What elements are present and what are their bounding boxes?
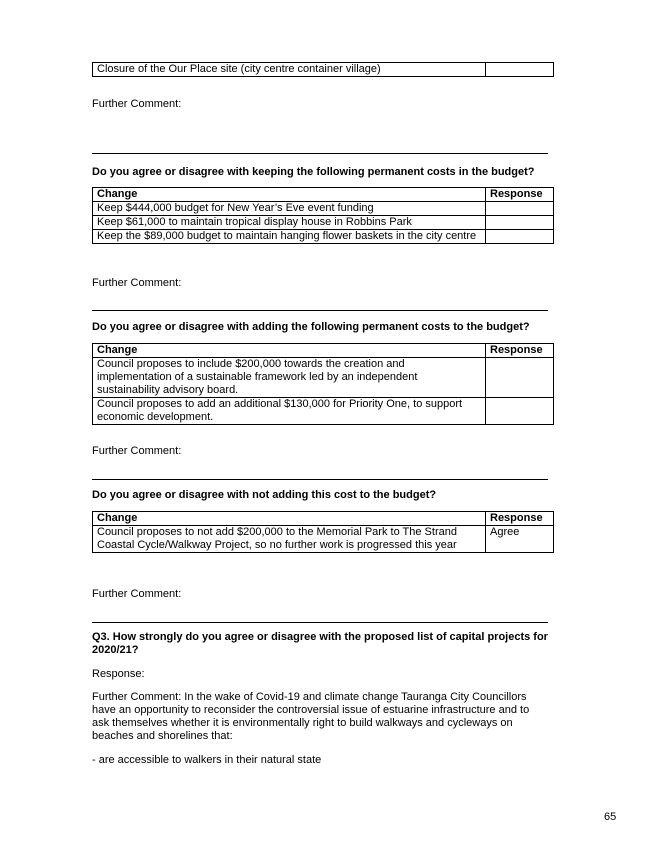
change-cell: Council proposes to add an additional $130,000 for Priority One, to support economic development. [93, 398, 486, 425]
table-row [93, 358, 554, 398]
table-row [93, 230, 554, 244]
response-cell[interactable] [486, 202, 554, 216]
response-header: Response [486, 344, 554, 358]
question-heading: Do you agree or disagree with not adding this cost to the budget? [92, 489, 437, 501]
further-comment-label: Further Comment: [92, 445, 182, 457]
change-cell: Council proposes to include $200,000 towards the creation and implementation of a sustainable framework led by an independent sustainability advisory board. [93, 358, 486, 398]
table-header-row [93, 344, 554, 358]
not-adding-cost-table [92, 511, 554, 553]
change-header: Change [93, 512, 486, 526]
response-header: Response [486, 512, 554, 526]
change-header: Change [93, 188, 486, 202]
comment-line[interactable] [92, 622, 548, 623]
further-comment-label: Further Comment: [92, 98, 182, 110]
response-cell[interactable] [486, 358, 554, 398]
table-header-row [93, 512, 554, 526]
further-comment-label: Further Comment: [92, 277, 182, 289]
q3-heading: Q3. How strongly do you agree or disagree with the proposed list of capital projects for 2020/21? [92, 631, 548, 656]
keep-costs-table [92, 187, 554, 244]
change-cell: Council proposes to not add $200,000 to the Memorial Park to The Strand Coastal Cycle/Walkway Project, so no further work is progressed this year [93, 526, 486, 553]
comment-line[interactable] [92, 310, 548, 311]
q3-bullet-item: - are accessible to walkers in their natural state [92, 754, 322, 766]
table-row [93, 398, 554, 425]
response-cell[interactable]: Agree [486, 526, 554, 553]
change-cell: Keep $61,000 to maintain tropical display house in Robbins Park [93, 216, 486, 230]
response-cell[interactable] [486, 230, 554, 244]
table-row [93, 216, 554, 230]
top-table [92, 62, 554, 77]
table-header-row [93, 188, 554, 202]
response-cell[interactable] [486, 216, 554, 230]
question-heading: Do you agree or disagree with adding the following permanent costs to the budget? [92, 321, 530, 333]
response-header: Response [486, 188, 554, 202]
q3-further-comment: Further Comment: In the wake of Covid-19 and climate change Tauranga City Councillors have an opportunity to reconsider the controversial issue of estuarine infrastructure and to ask themselves whether it is environmentally right to build walkways and cycleways on beaches and shorelines that: [92, 691, 530, 742]
page-number: 65 [604, 811, 617, 823]
change-cell: Keep the $89,000 budget to maintain hanging flower baskets in the city centre [93, 230, 486, 244]
comment-line[interactable] [92, 153, 548, 154]
comment-line[interactable] [92, 479, 548, 480]
response-cell[interactable] [486, 63, 554, 77]
further-comment-label: Further Comment: [92, 588, 182, 600]
table-row [93, 202, 554, 216]
response-cell[interactable] [486, 398, 554, 425]
table-row [93, 63, 554, 77]
question-heading: Do you agree or disagree with keeping the following permanent costs in the budget? [92, 166, 535, 178]
change-cell: Keep $444,000 budget for New Year’s Eve event funding [93, 202, 486, 216]
add-costs-table [92, 343, 554, 425]
change-cell: Closure of the Our Place site (city centre container village) [93, 63, 486, 77]
change-header: Change [93, 344, 486, 358]
q3-response-label: Response: [92, 668, 145, 680]
table-row [93, 526, 554, 553]
